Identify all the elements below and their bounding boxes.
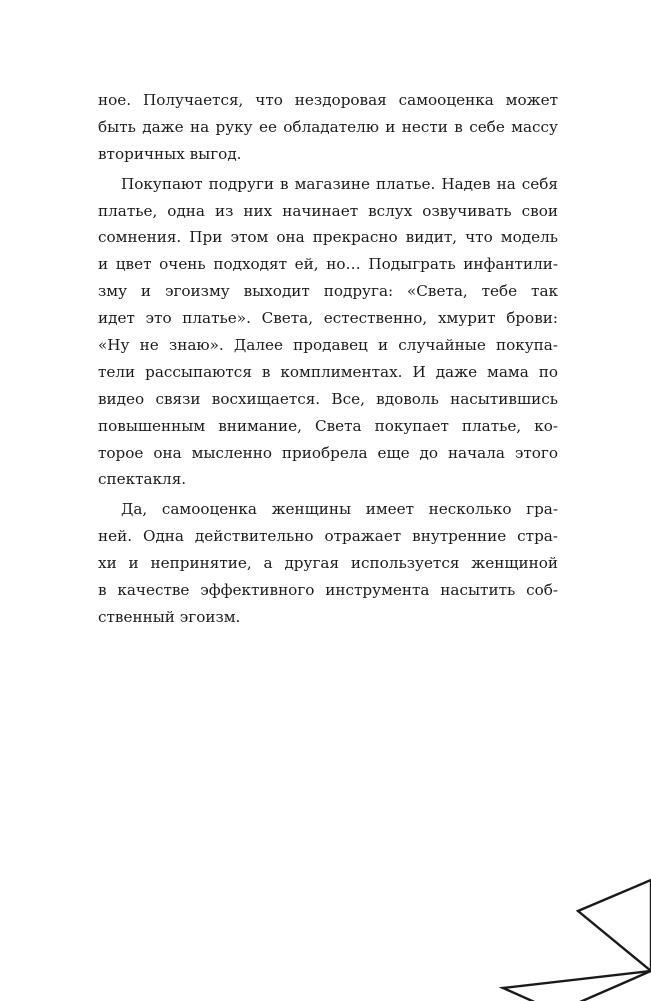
text-line: платье, одна из них начинает вслух озвучивать свои	[98, 201, 558, 220]
paragraph-2	[98, 171, 558, 494]
text-line: быть даже на руку ее обладателю и нести в себе массу	[98, 117, 558, 136]
text-line: зму и эгоизму выходит подруга: «Света, тебе так	[98, 282, 558, 301]
text-line: повышенным внимание, Света покупает платье, ко-	[98, 416, 558, 435]
text-line: «Ну не знаю». Далее продавец и случайные покупа-	[98, 336, 558, 355]
upper-triangle-outline	[578, 880, 651, 971]
paragraph-3	[98, 496, 558, 630]
text-line: идет это платье». Света, естественно, хмурит брови:	[98, 309, 558, 328]
text-line: ней. Одна действительно отражает внутренние стра-	[98, 527, 558, 546]
lower-triangle-outline	[503, 971, 651, 1001]
text-line: видео связи восхищается. Все, вдоволь насытившись	[98, 389, 558, 408]
text-line: вторичных выгод.	[98, 144, 242, 163]
text-line: Покупают подруги в магазине платье. Надев на себя	[121, 174, 558, 193]
text-line: хи и непринятие, а другая используется женщиной	[98, 554, 558, 573]
text-line: и цвет очень подходят ей, но… Подыграть инфантили-	[98, 255, 558, 274]
page-body-text	[98, 87, 558, 631]
text-line: ное. Получается, что нездоровая самооценка может	[98, 91, 558, 109]
text-line: в качестве эффективного инструмента насытить соб-	[98, 581, 558, 600]
text-line: торое она мысленно приобрела еще до начала этого	[98, 443, 558, 462]
text-line: спектакля.	[98, 470, 187, 489]
text-line: ственный эгоизм.	[98, 607, 241, 626]
text-line: Да, самооценка женщины имеет несколько гра-	[121, 500, 558, 519]
paragraph-1	[98, 87, 558, 168]
text-line: сомнения. При этом она прекрасно видит, что модель	[98, 228, 558, 247]
text-line: тели рассыпаются в комплиментах. И даже мама по	[98, 362, 558, 381]
